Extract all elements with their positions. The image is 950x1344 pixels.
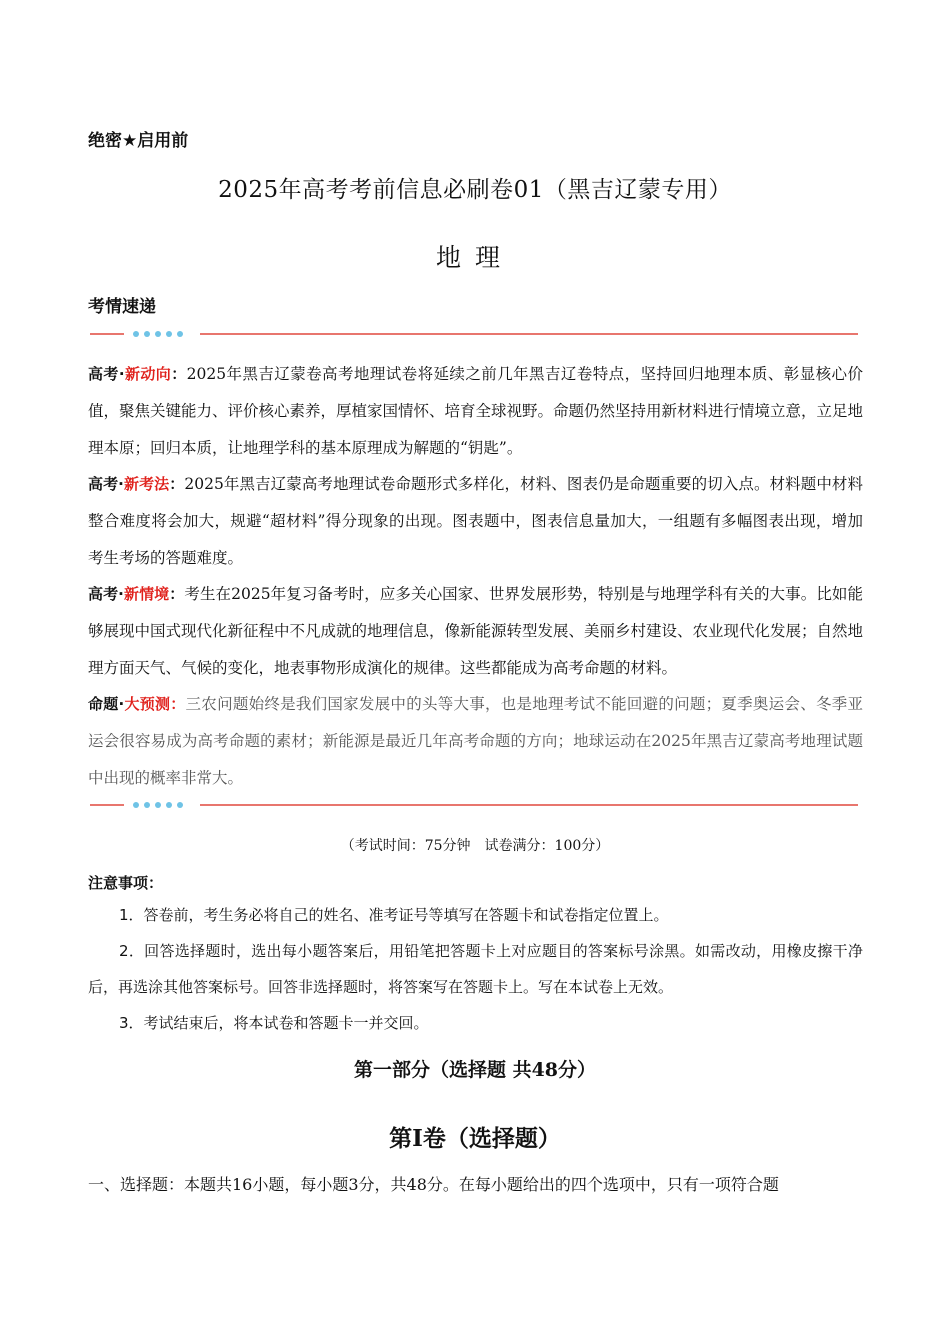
overview-item-new-trend xyxy=(88,356,863,467)
overview-item-text: 2025年黑吉辽蒙卷高考地理试卷将延续之前几年黑吉辽卷特点，坚持回归地理本质、彰显核心价值，聚焦关键能力、评价核心素养，厚植家国情怀、培育全球视野。命题仍然坚持用新材料进行情境立意，立足地理本原；回归本质，让地理学科的基本原理成为解题的“钥匙”。 xyxy=(88,365,864,457)
exam-info: （考试时间：75分钟 试卷满分：100分） xyxy=(340,838,610,854)
overview-item-text: 考生在2025年复习备考时，应多关心国家、世界发展形势，特别是与地理学科有关的大事。比如能够展现中国式现代化新征程中不凡成就的地理信息，像新能源转型发展、美丽乡村建设、农业现代化发展；自然地理方面天气、气候的变化，地表事物形成演化的规律。这些都能成为高考命题的材料。 xyxy=(88,585,864,677)
top-divider xyxy=(90,327,858,341)
overview-item-prediction xyxy=(88,686,863,797)
overview-item-label: 高考·新情境： xyxy=(88,585,185,603)
question-intro: 一、选择题：本题共16小题，每小题3分，共48分。在每小题给出的四个选项中，只有一项符合题 xyxy=(88,1175,779,1194)
subject-title: 地理 xyxy=(435,243,514,272)
overview-item-label: 高考·新动向： xyxy=(88,365,187,383)
overview-item-new-method xyxy=(88,466,863,577)
notice-heading: 注意事项： xyxy=(88,874,164,892)
overview-item-label: 命题·大预测： xyxy=(88,695,186,713)
page-title: 2025年高考考前信息必刷卷01（黑吉辽蒙专用） xyxy=(218,177,732,203)
secret-mark: 绝密★启用前 xyxy=(88,131,189,151)
volume-title: 第Ⅰ卷（选择题） xyxy=(389,1125,561,1152)
notice-item-2: 2．回答选择题时，选出每小题答案后，用铅笔把答题卡上对应题目的答案标号涂黑。如需改动，用橡皮擦干净后，再选涂其他答案标号。回答非选择题时，将答案写在答题卡上。写在本试卷上无效。 xyxy=(88,942,863,996)
overview-item-new-context xyxy=(88,576,863,687)
overview-item-text: 三农问题始终是我们国家发展中的头等大事，也是地理考试不能回避的问题；夏季奥运会、冬季亚运会很容易成为高考命题的素材；新能源是最近几年高考命题的方向；地球运动在2025年黑吉辽蒙高考地理试题中出现的概率非常大。 xyxy=(88,695,863,787)
overview-item-text: 2025年黑吉辽蒙高考地理试卷命题形式多样化，材料、图表仍是命题重要的切入点。材料题中材料整合难度将会加大，规避“超材料”得分现象的出现。图表题中，图表信息量加大，一组题有多幅图表出现，增加考生考场的答题难度。 xyxy=(88,475,863,567)
overview-heading: 考情速递 xyxy=(88,297,156,317)
notice-item-1: 1．答卷前，考生务必将自己的姓名、准考证号等填写在答题卡和试卷指定位置上。 xyxy=(119,906,669,924)
overview-item-label: 高考·新考法： xyxy=(88,475,185,493)
notice-item-3: 3．考试结束后，将本试卷和答题卡一并交回。 xyxy=(119,1014,429,1032)
part-title: 第一部分（选择题 共48分） xyxy=(353,1059,597,1081)
bottom-divider xyxy=(90,798,858,812)
